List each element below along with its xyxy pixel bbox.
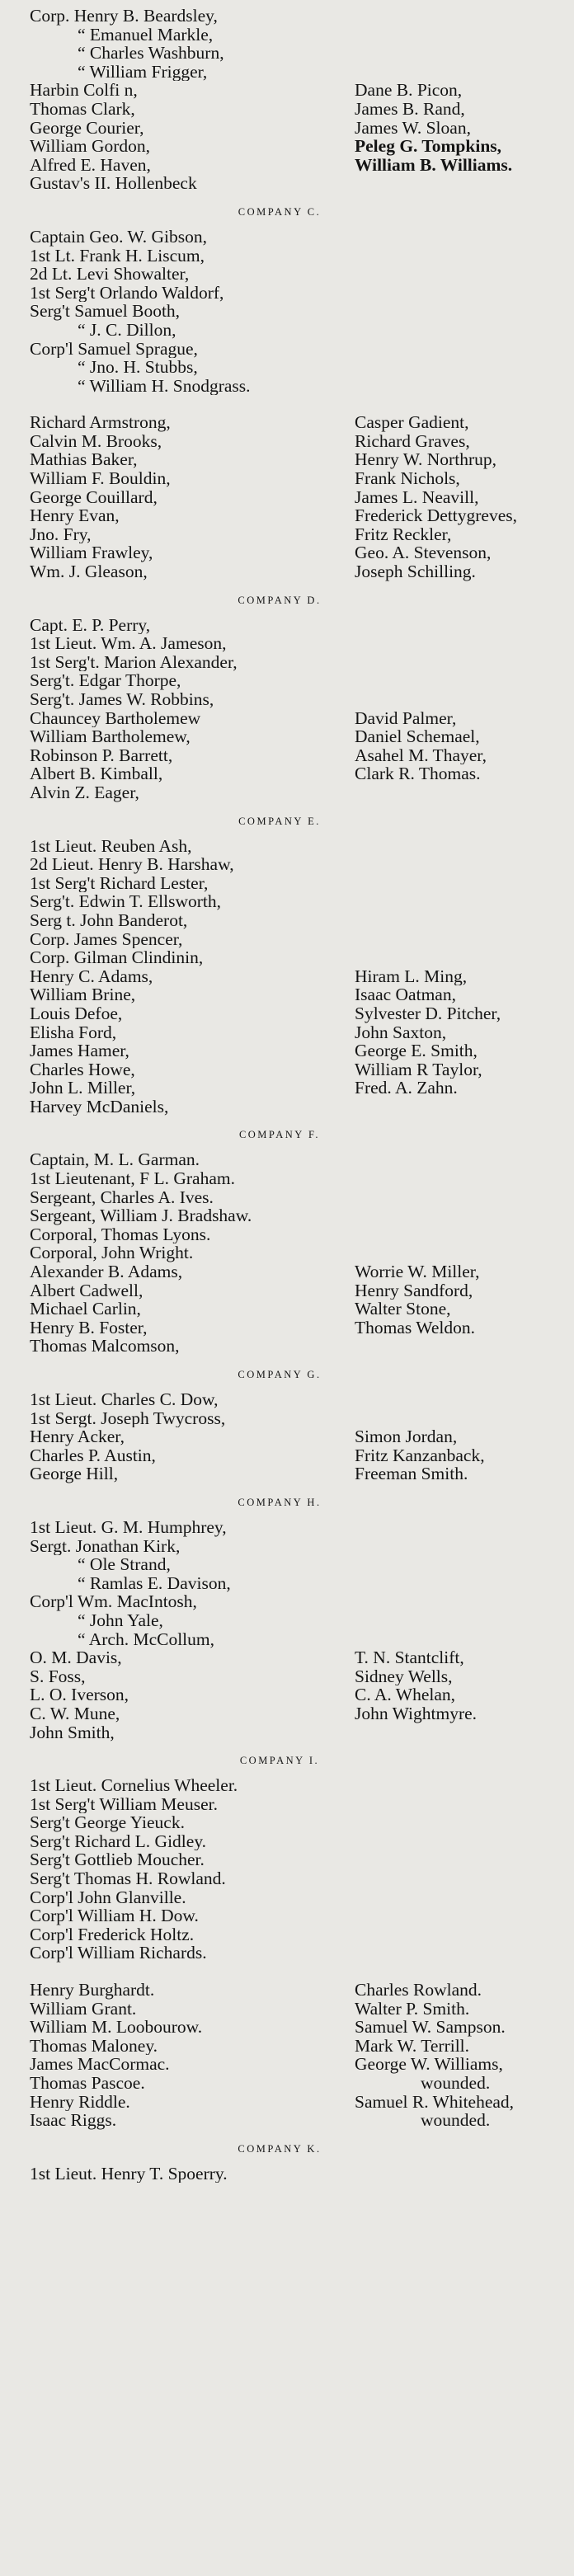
roster-name-left: William Grant.	[30, 1999, 137, 2019]
roster-line: Corporal, John Wright.	[30, 1243, 194, 1263]
roster-pair	[30, 2018, 562, 2037]
company-i-section	[30, 1755, 562, 2130]
roster-line: Gustav's II. Hollenbeck	[30, 174, 197, 193]
roster-name-left: William F. Bouldin,	[30, 469, 171, 488]
roster-name-right: Clark R. Thomas.	[355, 764, 481, 783]
roster-line: 1st Serg't Richard Lester,	[30, 873, 209, 893]
roster-name-right: Joseph Schilling.	[355, 562, 476, 581]
roster-line: Serg't. Edgar Thorpe,	[30, 671, 181, 690]
roster-name-left: C. W. Mune,	[30, 1704, 120, 1723]
roster-line: Thomas Malcomson,	[30, 1337, 180, 1356]
roster-pair	[30, 1004, 562, 1023]
roster-name-left: Richard Armstrong,	[30, 413, 171, 432]
roster-pair	[30, 2000, 562, 2019]
roster-pair	[30, 1300, 562, 1319]
company-f-section	[30, 1129, 562, 1356]
roster-line: Corp. Henry B. Beardsley,	[30, 7, 218, 26]
company-heading: COMPANY C.	[238, 205, 322, 218]
roster-name-right: T. N. Stantclift,	[355, 1648, 464, 1667]
roster-line: Corp'l Samuel Sprague,	[30, 339, 198, 359]
roster-name-left: Chauncey Bartholemew	[30, 708, 201, 728]
roster-pair	[30, 2055, 562, 2074]
roster-pair	[30, 562, 562, 581]
company-k-section	[30, 2143, 562, 2183]
roster-pair	[30, 1704, 562, 1723]
roster-line: 1st Lieut. G. M. Humphrey,	[30, 1517, 227, 1537]
roster-line: Corporal, Thomas Lyons.	[30, 1225, 211, 1244]
roster-name-right: Daniel Schemael,	[355, 727, 480, 746]
roster-name-right: William R Taylor,	[355, 1060, 482, 1079]
roster-line: Sergeant, Charles A. Ives.	[30, 1187, 214, 1207]
roster-name-left: Louis Defoe,	[30, 1004, 123, 1023]
roster-name-right: Sylvester D. Pitcher,	[355, 1004, 501, 1023]
roster-pair	[30, 1262, 562, 1281]
roster-pair	[30, 100, 562, 119]
roster-name-left: Jno. Fry,	[30, 524, 92, 544]
roster-name-right: Isaac Oatman,	[355, 985, 456, 1004]
roster-pair	[30, 81, 562, 100]
roster-pair	[30, 1281, 562, 1300]
roster-line: 1st Sergt. Joseph Twycross,	[30, 1408, 226, 1428]
roster-line: 1st Lt. Frank H. Liscum,	[30, 246, 205, 266]
roster-line: Sergeant, William J. Bradshaw.	[30, 1206, 252, 1225]
roster-line: 1st Lieut. Cornelius Wheeler.	[30, 1776, 238, 1795]
roster-name-left: Wm. J. Gleason,	[30, 562, 148, 581]
roster-pair	[30, 525, 562, 544]
roster-line: Serg't. Edwin T. Ellsworth,	[30, 892, 222, 911]
roster-name-left: Alfred E. Haven,	[30, 155, 151, 175]
roster-name-right: Fred. A. Zahn.	[355, 1079, 458, 1098]
roster-line: “ William Frigger,	[78, 62, 208, 82]
roster-name-right: Charles Rowland.	[355, 1981, 482, 2000]
roster-continuation	[30, 7, 562, 193]
roster-line: John Smith,	[30, 1723, 115, 1742]
roster-name-left: Robinson P. Barrett,	[30, 745, 173, 765]
roster-line: 1st Lieutenant, F L. Graham.	[30, 1169, 235, 1188]
roster-name-left: Charles Howe,	[30, 1060, 135, 1079]
roster-pair	[30, 1981, 562, 2000]
roster-line: Captain Geo. W. Gibson,	[30, 227, 207, 247]
roster-name-right: Fritz Reckler,	[355, 524, 452, 544]
company-c-section	[30, 206, 562, 581]
roster-name-left: Thomas Clark,	[30, 99, 135, 119]
roster-name-left: William M. Loobourow.	[30, 2018, 203, 2037]
roster-line: 2d Lt. Levi Showalter,	[30, 265, 190, 284]
roster-pair	[30, 1648, 562, 1667]
roster-pair	[30, 119, 562, 138]
company-heading: COMPANY I.	[239, 1755, 320, 1767]
roster-name-left: William Bartholemew,	[30, 727, 191, 746]
roster-pair	[30, 1060, 562, 1079]
roster-name-left: James MacCormac.	[30, 2055, 170, 2074]
roster-pair	[30, 1667, 562, 1686]
roster-line: Alvin Z. Eager,	[30, 783, 139, 802]
roster-name-left: Elisha Ford,	[30, 1022, 117, 1042]
roster-name-right: George E. Smith,	[355, 1041, 478, 1060]
roster-name-right: Peleg G. Tompkins,	[355, 137, 502, 156]
roster-name-right: James L. Neavill,	[355, 487, 479, 507]
roster-name-right: Henry Sandford,	[355, 1281, 473, 1300]
section-gap	[30, 1963, 562, 1981]
roster-pair	[30, 488, 562, 507]
roster-name-left: Henry C. Adams,	[30, 966, 153, 986]
roster-line: “ Ole Strand,	[78, 1555, 171, 1574]
roster-name-left: Thomas Maloney.	[30, 2036, 158, 2056]
roster-line: Corp'l Wm. MacIntosh,	[30, 1592, 197, 1611]
roster-line: Corp'l William H. Dow.	[30, 1906, 199, 1925]
roster-line: Corp. James Spencer,	[30, 929, 183, 949]
roster-line: Sergt. Jonathan Kirk,	[30, 1536, 181, 1556]
roster-name-right: Richard Graves,	[355, 431, 470, 451]
roster-name-right: Fritz Kanzanback,	[355, 1445, 485, 1465]
roster-name-left: Thomas Pascoe.	[30, 2074, 145, 2093]
roster-name-right: James W. Sloan,	[355, 118, 471, 138]
roster-pair	[30, 1427, 562, 1446]
roster-name-right: John Saxton,	[355, 1022, 447, 1042]
roster-line: 1st Serg't Orlando Waldorf,	[30, 283, 224, 303]
roster-name-left: Mathias Baker,	[30, 450, 138, 470]
roster-name-right: Henry W. Northrup,	[355, 450, 496, 470]
roster-name-right: Walter P. Smith.	[355, 1999, 470, 2019]
roster-name-right: Samuel R. Whitehead,	[355, 2092, 515, 2112]
roster-pair	[30, 1464, 562, 1483]
roster-pair	[30, 543, 562, 562]
company-heading: COMPANY G.	[238, 1369, 322, 1380]
roster-name-left: Calvin M. Brooks,	[30, 431, 162, 451]
roster-name-right: Casper Gadient,	[355, 413, 469, 432]
roster-name-left: Michael Carlin,	[30, 1300, 141, 1319]
roster-name-left: Henry B. Foster,	[30, 1318, 148, 1337]
roster-name-left: Henry Riddle.	[30, 2092, 130, 2112]
roster-line: Corp'l William Richards.	[30, 1944, 207, 1963]
roster-line: Captain, M. L. Garman.	[30, 1150, 200, 1170]
roster-line: Serg't Thomas H. Rowland.	[30, 1869, 226, 1888]
roster-name-right: Dane B. Picon,	[355, 81, 463, 100]
roster-pair	[30, 156, 562, 175]
roster-name-right: Samuel W. Sampson.	[355, 2018, 506, 2037]
roster-name-left: George Couillard,	[30, 487, 158, 507]
company-h-section	[30, 1497, 562, 1742]
roster-line: “ Arch. McCollum,	[78, 1629, 215, 1649]
roster-line: Serg't Gottlieb Moucher.	[30, 1850, 205, 1870]
roster-name-left: L. O. Iverson,	[30, 1685, 129, 1704]
roster-pair	[30, 432, 562, 451]
roster-name-right: Freeman Smith.	[355, 1464, 468, 1483]
roster-line: 1st Lieut. Henry T. Spoerry.	[30, 2164, 228, 2183]
roster-pair	[30, 413, 562, 432]
roster-pair	[30, 1023, 562, 1042]
roster-name-left: William Brine,	[30, 985, 136, 1004]
roster-pair	[30, 2074, 562, 2093]
roster-name-right: C. A. Whelan,	[355, 1685, 456, 1704]
roster-name-right: Simon Jordan,	[355, 1427, 458, 1446]
roster-name-left: Henry Evan,	[30, 506, 120, 525]
company-heading: COMPANY H.	[238, 1496, 322, 1508]
roster-line: Serg't George Yieuck.	[30, 1813, 185, 1832]
roster-pair	[30, 1041, 562, 1060]
roster-line: “ John Yale,	[78, 1610, 163, 1630]
company-heading: COMPANY E.	[238, 815, 321, 827]
roster-name-right: Asahel M. Thayer,	[355, 745, 487, 765]
roster-name-right: Thomas Weldon.	[355, 1318, 475, 1337]
roster-name-right: Hiram L. Ming,	[355, 966, 468, 986]
roster-name-right: David Palmer,	[355, 708, 457, 728]
roster-line: “ Ramlas E. Davison,	[78, 1573, 231, 1593]
roster-line: 1st Lieut. Reuben Ash,	[30, 836, 192, 856]
roster-name-right: Worrie W. Miller,	[355, 1262, 480, 1281]
roster-name-left: Charles P. Austin,	[30, 1445, 156, 1465]
roster-line: “ William H. Snodgrass.	[78, 376, 251, 396]
roster-pair	[30, 469, 562, 488]
roster-name-right: George W. Williams,	[355, 2055, 503, 2074]
roster-line: 1st Serg't William Meuser.	[30, 1794, 218, 1814]
roster-name-left: George Courier,	[30, 118, 144, 138]
roster-name-right: James B. Rand,	[355, 99, 465, 119]
roster-name-left: S. Foss,	[30, 1666, 86, 1686]
roster-pair	[30, 967, 562, 986]
roster-name-right: Walter Stone,	[355, 1300, 451, 1319]
roster-name-left: John L. Miller,	[30, 1079, 136, 1098]
company-g-section	[30, 1369, 562, 1483]
roster-pair	[30, 709, 562, 728]
roster-line: Serg t. John Banderot,	[30, 910, 188, 930]
roster-line: Corp'l Frederick Holtz.	[30, 1925, 195, 1944]
company-heading: COMPANY K.	[238, 2142, 322, 2155]
roster-name-right: Frederick Dettygreves,	[355, 506, 518, 525]
roster-line: 2d Lieut. Henry B. Harshaw,	[30, 855, 234, 874]
roster-line: 1st Lieut. Wm. A. Jameson,	[30, 634, 227, 653]
roster-name-right: William B. Williams.	[355, 155, 513, 175]
roster-pair	[30, 2037, 562, 2056]
roster-name-right: Geo. A. Stevenson,	[355, 543, 492, 563]
section-gap	[30, 395, 562, 413]
roster-line: Capt. E. P. Perry,	[30, 615, 151, 635]
roster-pair	[30, 764, 562, 783]
roster-line: “ Charles Washburn,	[78, 44, 224, 63]
roster-pair	[30, 1446, 562, 1465]
roster-name-left: Henry Burghardt.	[30, 1981, 155, 2000]
roster-pair	[30, 985, 562, 1004]
roster-name-left: James Hamer,	[30, 1041, 129, 1060]
roster-name-left: O. M. Davis,	[30, 1648, 122, 1667]
roster-line: “ Emanuel Markle,	[78, 25, 214, 45]
roster-line: “ Jno. H. Stubbs,	[78, 358, 198, 377]
roster-pair	[30, 2093, 562, 2112]
roster-name-left: William Frawley,	[30, 543, 153, 563]
roster-name-left: Albert Cadwell,	[30, 1281, 144, 1300]
company-d-section	[30, 595, 562, 802]
roster-name-right: Sidney Wells,	[355, 1666, 453, 1686]
roster-line: Harvey McDaniels,	[30, 1097, 169, 1116]
roster-name-left: Isaac Riggs.	[30, 2111, 117, 2130]
roster-name-left: Harbin Colfi n,	[30, 81, 138, 100]
roster-pair	[30, 450, 562, 469]
roster-pair	[30, 506, 562, 525]
roster-name-left: Henry Acker,	[30, 1427, 125, 1446]
roster-line: Serg't Samuel Booth,	[30, 302, 181, 321]
company-heading: COMPANY D.	[238, 594, 322, 606]
roster-pair	[30, 2111, 562, 2130]
roster-name-left: George Hill,	[30, 1464, 119, 1483]
roster-pair	[30, 1685, 562, 1704]
roster-name-left: Alexander B. Adams,	[30, 1262, 183, 1281]
roster-line: 1st Serg't. Marion Alexander,	[30, 652, 238, 672]
roster-pair	[30, 1319, 562, 1337]
roster-line: Corp'l John Glanville.	[30, 1887, 186, 1907]
roster-line: Serg't Richard L. Gidley.	[30, 1831, 207, 1851]
roster-name-left: William Gordon,	[30, 137, 151, 156]
company-heading: COMPANY F.	[238, 1129, 321, 1141]
roster-line: Corp. Gilman Clindinin,	[30, 948, 204, 967]
roster-pair	[30, 746, 562, 765]
roster-name-left: Albert B. Kimball,	[30, 764, 163, 783]
roster-name-right: wounded.	[421, 2074, 491, 2093]
roster-line: “ J. C. Dillon,	[78, 320, 176, 340]
roster-line: Serg't. James W. Robbins,	[30, 690, 214, 709]
roster-name-right: wounded.	[421, 2111, 491, 2130]
roster-line: 1st Lieut. Charles C. Dow,	[30, 1390, 219, 1409]
roster-name-right: Mark W. Terrill.	[355, 2036, 470, 2056]
roster-pair	[30, 1079, 562, 1098]
roster-pair	[30, 727, 562, 746]
roster-name-right: John Wightmyre.	[355, 1704, 478, 1723]
roster-name-right: Frank Nichols,	[355, 469, 460, 488]
company-e-section	[30, 816, 562, 1116]
roster-pair	[30, 137, 562, 156]
